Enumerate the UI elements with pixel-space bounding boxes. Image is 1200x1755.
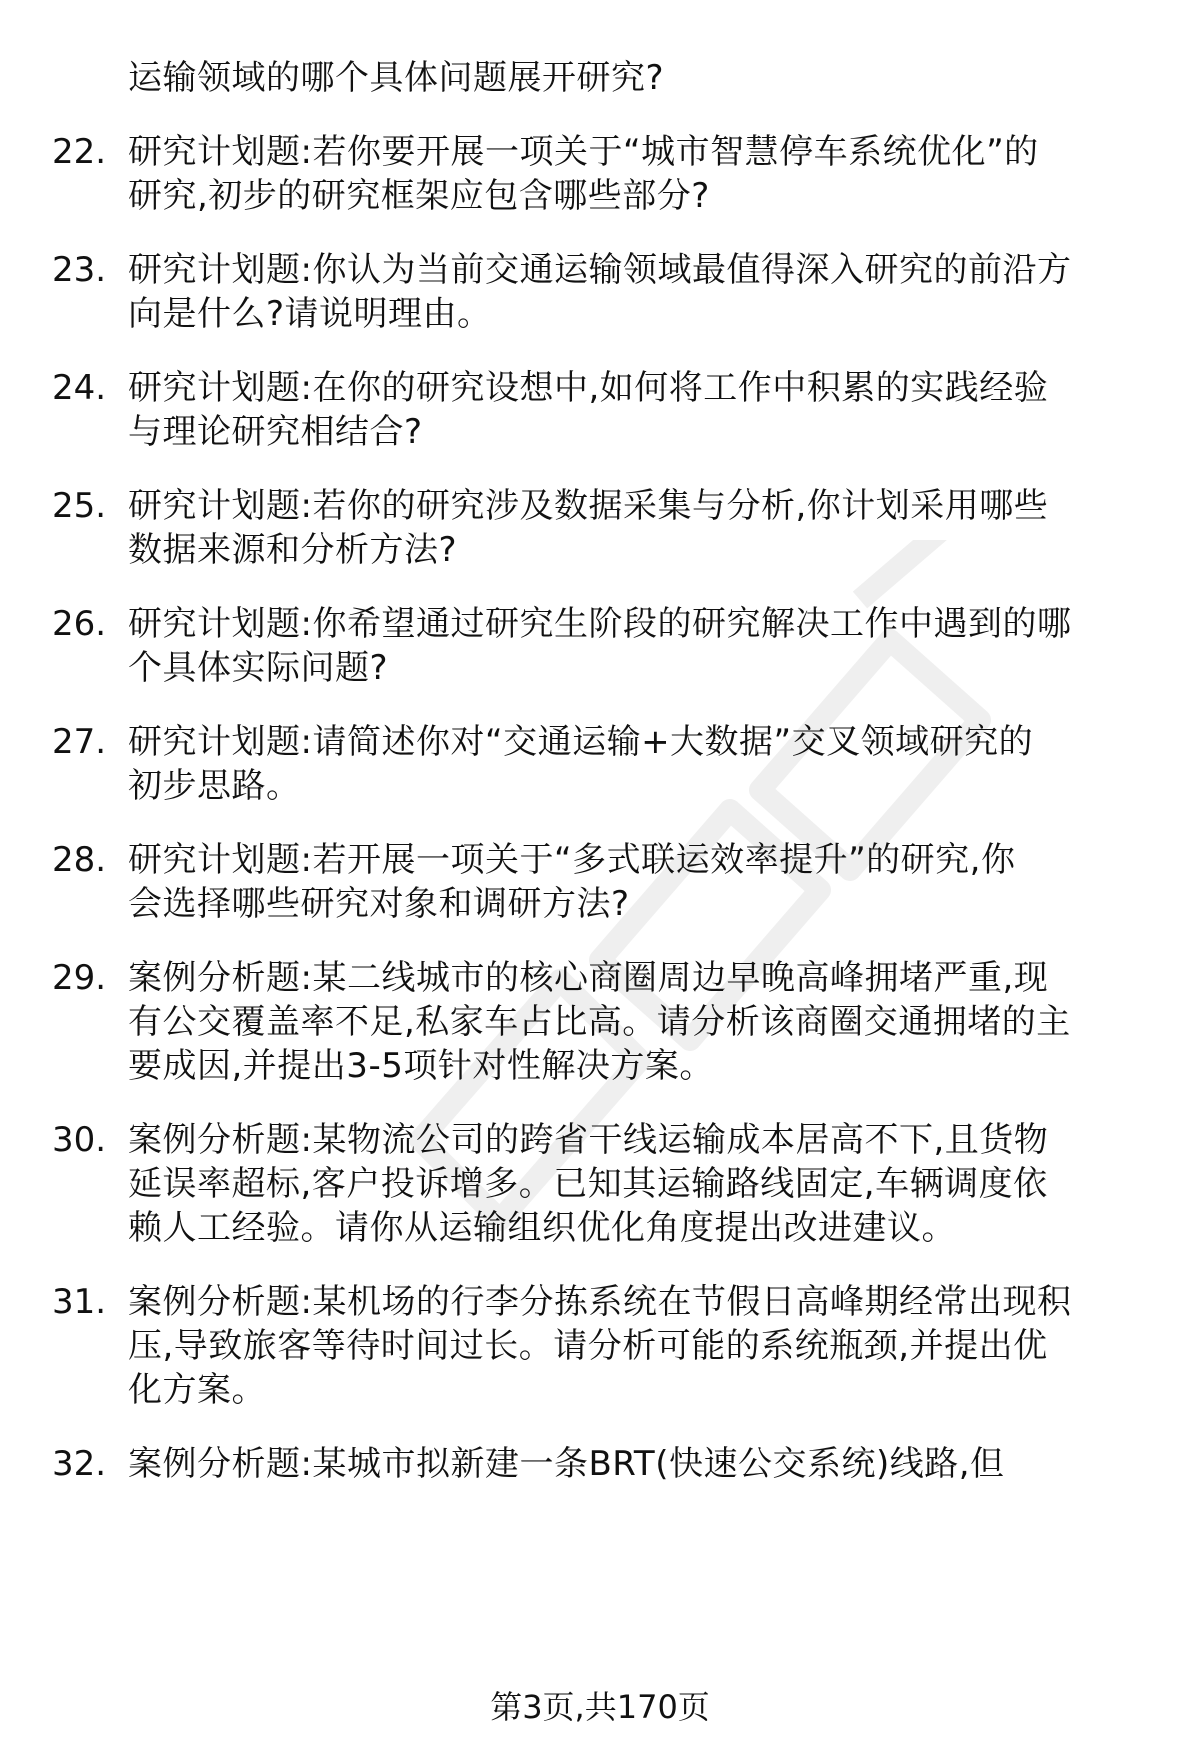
question-31-line-1: 案例分析题:某机场的行李分拣系统在节假日高峰期经常出现积 [128,1282,1072,1322]
question-31-line-2: 压,导致旅客等待时间过长。请分析可能的系统瓶颈,并提出优 [128,1326,1048,1366]
question-number-32: 32. [52,1444,107,1484]
question-22-line-2: 研究,初步的研究框架应包含哪些部分? [128,176,710,216]
question-22-line-1: 研究计划题:若你要开展一项关于“城市智慧停车系统优化”的 [128,132,1039,172]
question-number-23: 23. [52,250,107,290]
question-29-line-2: 有公交覆盖率不足,私家车占比高。请分析该商圈交通拥堵的主 [128,1002,1071,1042]
question-28-line-2: 会选择哪些研究对象和调研方法? [128,884,630,924]
question-27-line-2: 初步思路。 [128,766,301,806]
question-21-line-2: 运输领域的哪个具体问题展开研究? [128,58,665,98]
question-number-30: 30. [52,1120,107,1160]
question-number-25: 25. [52,486,107,526]
question-32-line-1: 案例分析题:某城市拟新建一条BRT(快速公交系统)线路,但 [128,1444,1005,1484]
question-number-24: 24. [52,368,107,408]
question-number-28: 28. [52,840,107,880]
question-27-line-1: 研究计划题:请简述你对“交通运输+大数据”交叉领域研究的 [128,722,1034,762]
question-29-line-3: 要成因,并提出3-5项针对性解决方案。 [128,1046,714,1086]
question-number-29: 29. [52,958,107,998]
question-25-line-2: 数据来源和分析方法? [128,530,458,570]
question-30-line-1: 案例分析题:某物流公司的跨省干线运输成本居高不下,且货物 [128,1120,1049,1160]
question-28-line-1: 研究计划题:若开展一项关于“多式联运效率提升”的研究,你 [128,840,1016,880]
question-25-line-1: 研究计划题:若你的研究涉及数据采集与分析,你计划采用哪些 [128,486,1049,526]
question-24-line-1: 研究计划题:在你的研究设想中,如何将工作中积累的实践经验 [128,368,1049,408]
question-30-line-3: 赖人工经验。请你从运输组织优化角度提出改进建议。 [128,1208,956,1248]
question-31-line-3: 化方案。 [128,1370,266,1410]
question-30-line-2: 延误率超标,客户投诉增多。已知其运输路线固定,车辆调度依 [128,1164,1048,1204]
question-24-line-2: 与理论研究相结合? [128,412,423,452]
question-number-22: 22. [52,132,107,172]
question-23-line-1: 研究计划题:你认为当前交通运输领域最值得深入研究的前沿方 [128,250,1072,290]
page-footer: 第3页,共170页 [490,1688,710,1726]
question-29-line-1: 案例分析题:某二线城市的核心商圈周边早晚高峰拥堵严重,现 [128,958,1049,998]
question-number-27: 27. [52,722,107,762]
question-26-line-1: 研究计划题:你希望通过研究生阶段的研究解决工作中遇到的哪 [128,604,1072,644]
question-number-26: 26. [52,604,107,644]
question-number-31: 31. [52,1282,107,1322]
question-23-line-2: 向是什么?请说明理由。 [128,294,492,334]
question-26-line-2: 个具体实际问题? [128,648,389,688]
